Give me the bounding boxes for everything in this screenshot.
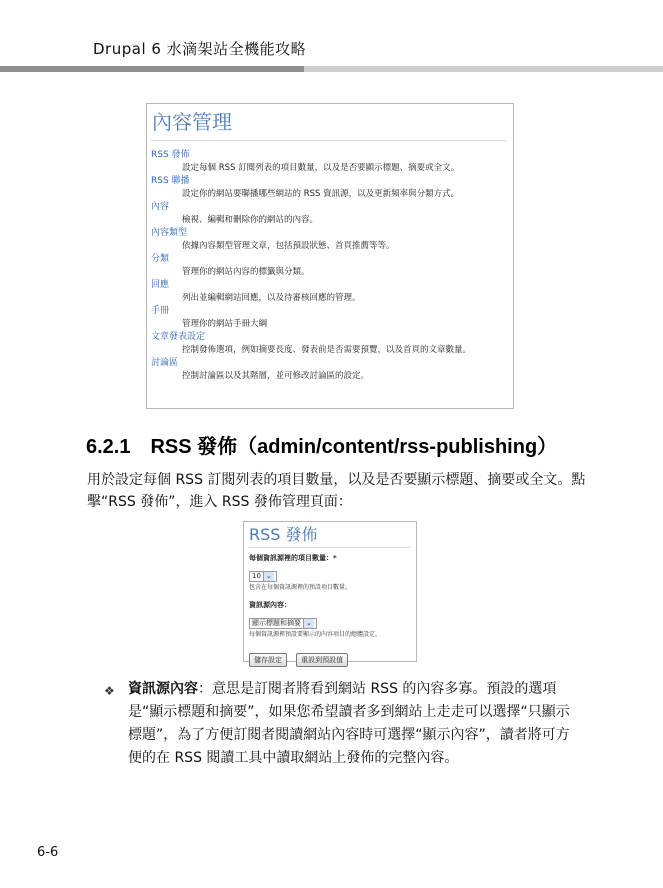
items-per-feed-label: 每個資訊源裡的項目數量：*: [249, 554, 337, 562]
admin-list-description: 管理你的網站內容的標籤與分類。: [182, 267, 310, 277]
admin-list-link[interactable]: 內容: [151, 202, 170, 212]
admin-list-item: [151, 331, 507, 357]
bullet-body: ：意思是訂閱者將看到網站 RSS 的內容多寡。預設的選項是“顯示標題和摘要”，如果您希望讀者多到網站上走走可以選擇“只顯示標題”，為了方便訂閱者閱讀網站內容時可選擇“顯示內容”，讀者將可方便的在 RSS 閱讀工具中讀取網站上發佈的完整內容。: [128, 681, 570, 766]
admin-list-link[interactable]: RSS 發佈: [151, 150, 190, 160]
admin-list-description: 管理你的網站手冊大綱: [182, 319, 268, 329]
header-rule-accent: [0, 66, 304, 72]
items-per-feed-help: 包含在每個資訊源裡的預設項目數量。: [249, 584, 352, 591]
bullet-paragraph: [128, 678, 580, 770]
admin-list-item: [151, 201, 507, 227]
admin-list-item: [151, 305, 507, 331]
admin-list-description: 依據內容類型管理文章，包括預設狀態、首頁推薦等等。: [182, 241, 395, 251]
admin-list-link[interactable]: 回應: [151, 280, 170, 290]
admin-list-item: [151, 279, 507, 305]
save-configuration-button[interactable]: 儲存設定: [249, 653, 287, 667]
admin-list-description: 檢視、編輯和刪除你的網站的內容。: [182, 215, 319, 225]
admin-list-link[interactable]: 內容類型: [151, 228, 188, 238]
page-number: 6-6: [37, 845, 59, 860]
items-per-feed-value: 10: [252, 572, 261, 580]
admin-list-item: [151, 175, 507, 201]
items-per-feed-group: [249, 553, 411, 592]
admin-list-description: 控制發佈選項，例如摘要長度、發表前是否需要預覽，以及首頁的文章數量。: [182, 345, 472, 355]
admin-list-item: [151, 227, 507, 253]
admin-list-link[interactable]: 討論區: [151, 358, 179, 368]
content-management-screenshot: [146, 103, 514, 409]
content-management-title: 內容管理: [152, 110, 232, 134]
title-divider: [151, 140, 507, 141]
admin-list-item: [151, 149, 507, 175]
feed-content-help: 每個資訊源裡預設要顯示的內容項目的總體設定。: [249, 631, 382, 638]
admin-list-description: 設定你的網站要聯播哪些網站的 RSS 資訊源，以及更新頻率與分類方式。: [182, 189, 460, 199]
admin-list-link[interactable]: 文章發表設定: [151, 332, 206, 342]
admin-list-item: [151, 253, 507, 279]
items-per-feed-select[interactable]: [249, 571, 277, 582]
rss-publishing-title: RSS 發佈: [249, 525, 318, 544]
admin-list-item: [151, 357, 507, 383]
admin-list-link[interactable]: 手冊: [151, 306, 170, 316]
feed-content-group: [249, 600, 411, 639]
admin-list-description: 列出並編輯網站回應，以及待審核回應的管理。: [182, 293, 361, 303]
feed-content-select[interactable]: [249, 618, 317, 629]
rss-publishing-screenshot: [243, 521, 417, 662]
admin-list-description: 設定每個 RSS 訂閱列表的項目數量，以及是否要顯示標題、摘要或全文。: [182, 163, 460, 173]
chevron-down-icon: ⌄: [303, 619, 314, 628]
admin-list-description: 控制討論區以及其階層，並可修改討論區的設定。: [182, 371, 370, 381]
content-management-list: [151, 149, 507, 383]
feed-content-label: 資訊源內容：: [249, 601, 291, 609]
section-number: 6.2.1: [86, 436, 131, 458]
section-heading: [86, 430, 557, 459]
bullet-term: 資訊源內容: [128, 681, 198, 697]
feed-content-value: 顯示標題和摘要: [252, 619, 301, 627]
admin-list-link[interactable]: RSS 聯播: [151, 176, 190, 186]
section-title: RSS 發佈（admin/content/rss-publishing）: [150, 436, 558, 458]
title-divider: [249, 547, 411, 548]
book-header-title: Drupal 6 水滴架站全機能攻略: [93, 40, 307, 58]
reset-to-defaults-button[interactable]: 重設到預設值: [296, 653, 348, 667]
form-buttons: [249, 647, 411, 667]
chevron-down-icon: ⌄: [263, 572, 274, 581]
body-paragraph: 用於設定每個 RSS 訂閱列表的項目數量，以及是否要顯示標題、摘要或全文。點擊“RSS 發佈”，進入 RSS 發佈管理頁面：: [87, 472, 586, 510]
bullet-diamond-icon: ❖: [104, 684, 115, 698]
admin-list-link[interactable]: 分類: [151, 254, 170, 264]
